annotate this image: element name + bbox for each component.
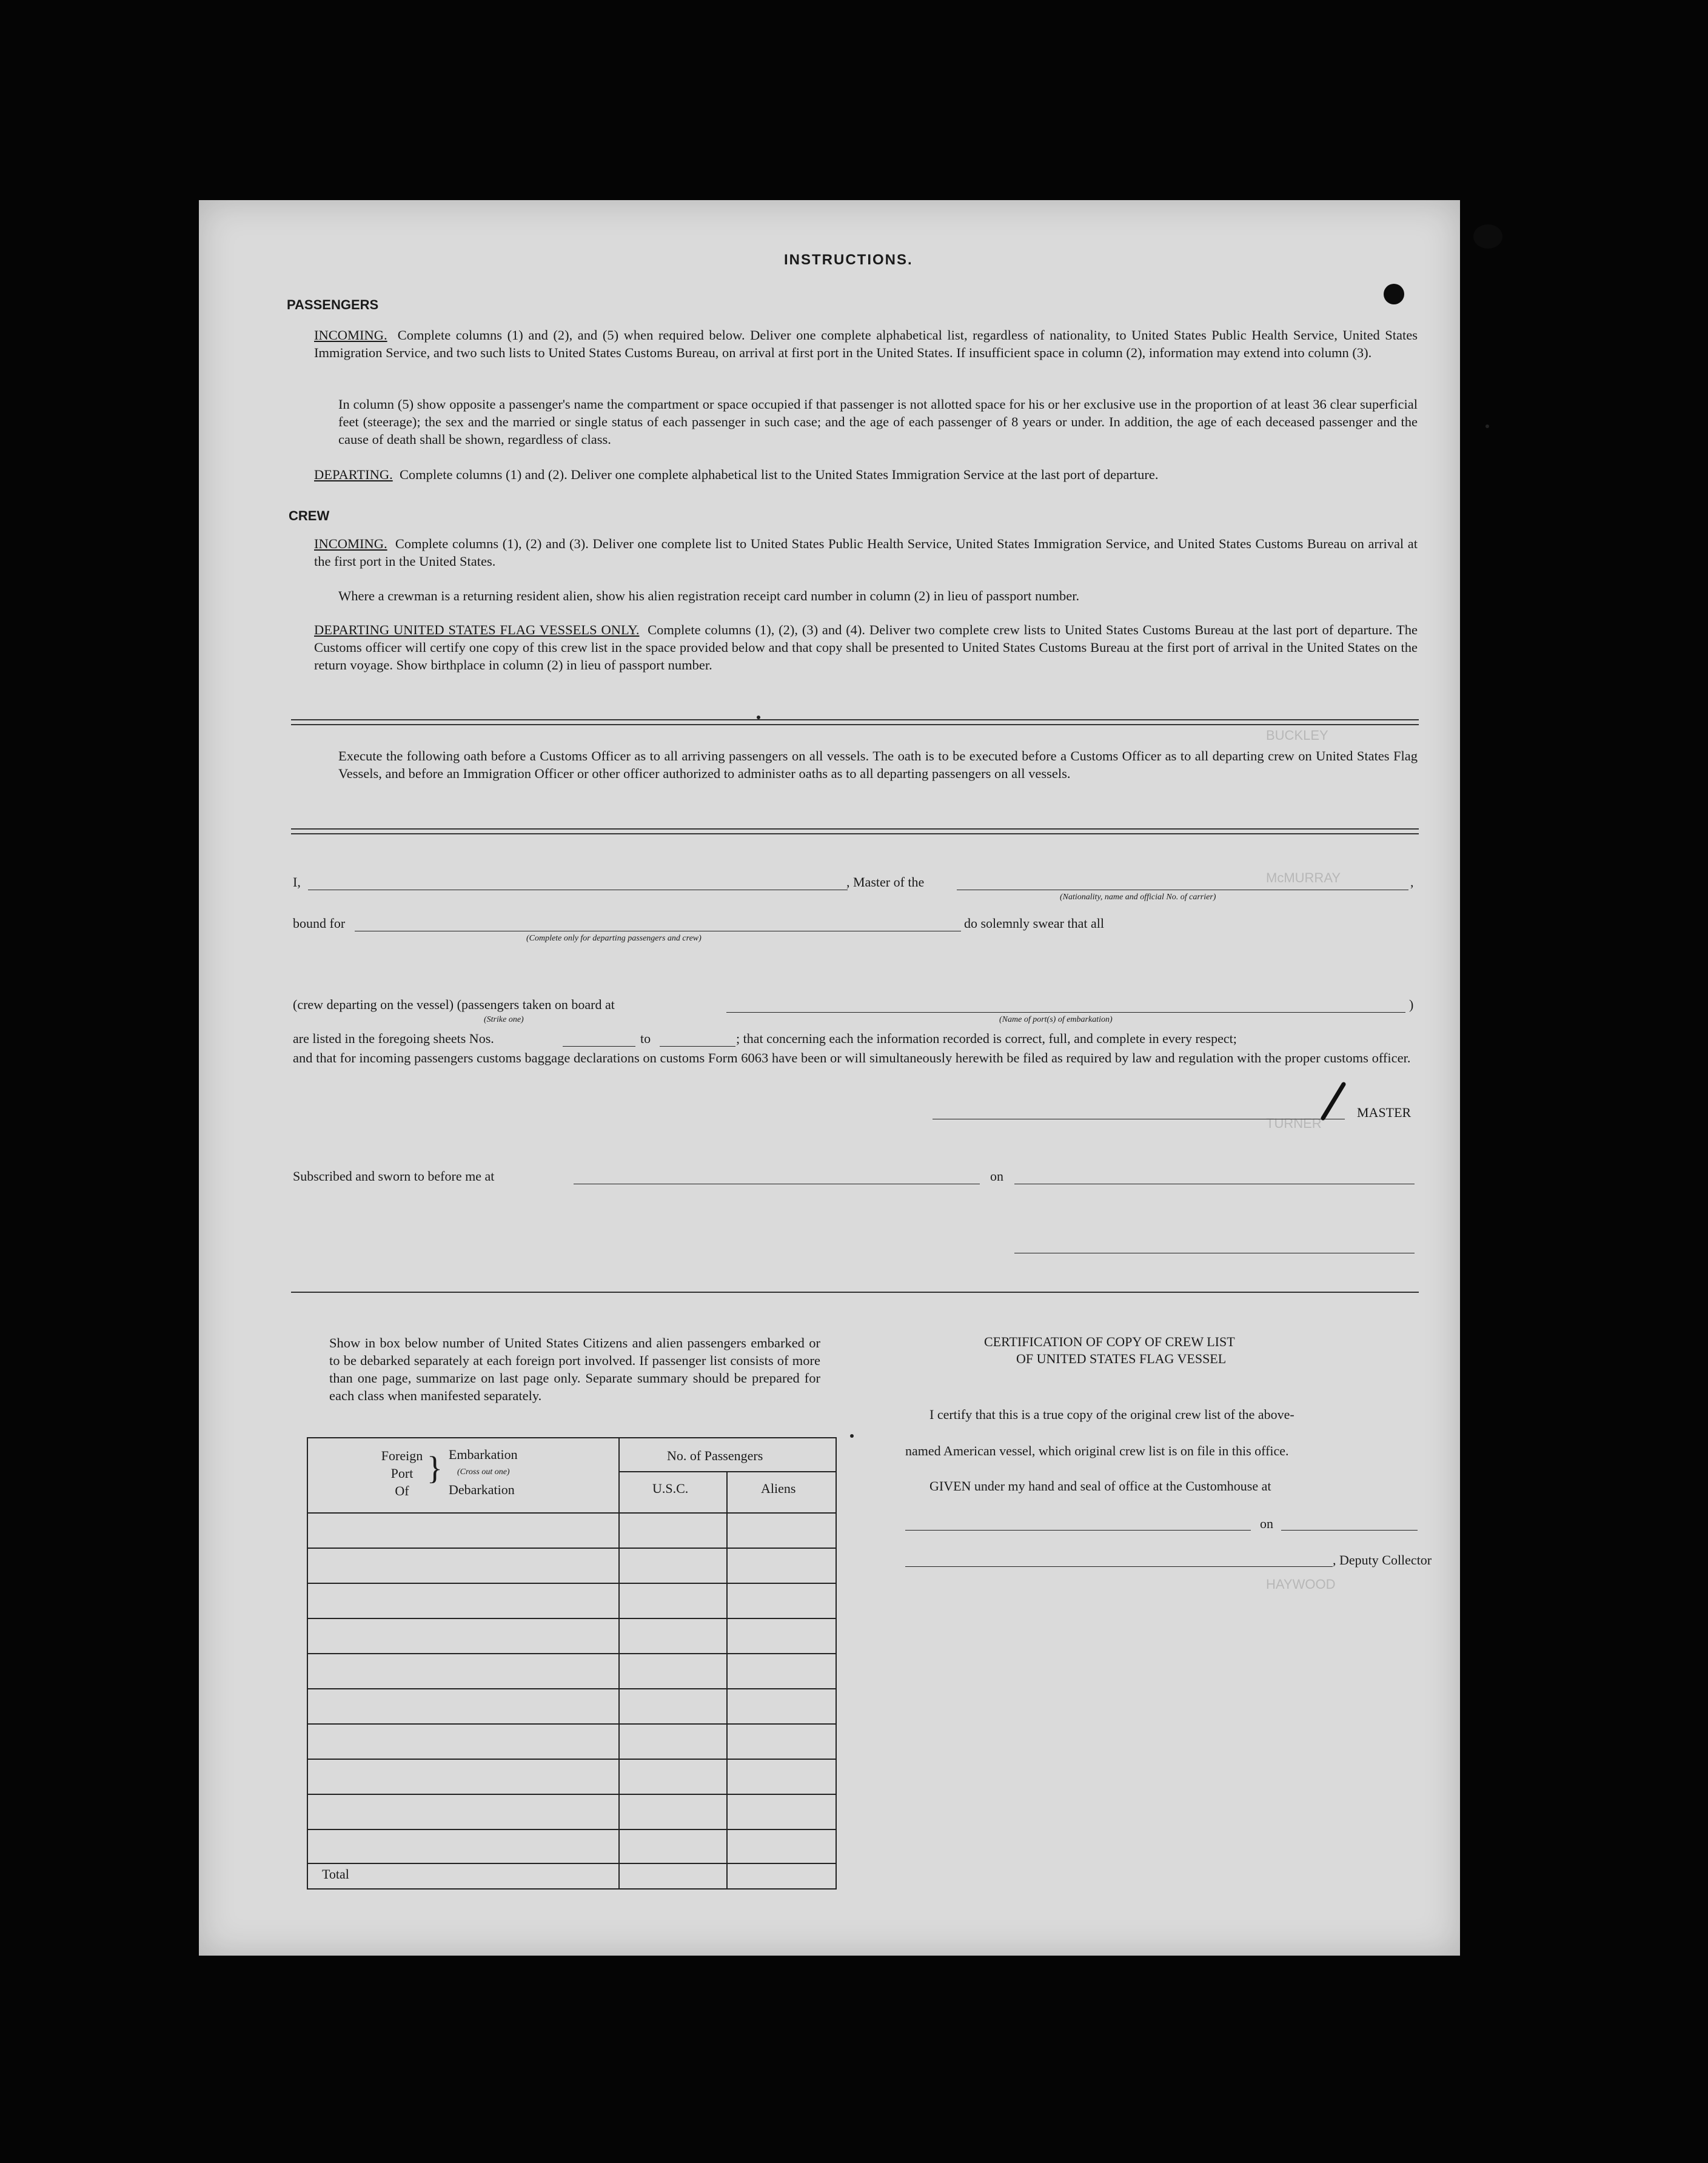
- strike-one-caption: (Strike one): [484, 1015, 524, 1024]
- bound-for-label: bound for: [293, 916, 346, 931]
- passengers-departing-paragraph: [314, 466, 1418, 483]
- crew-incoming-paragraph: [314, 535, 1418, 570]
- section-divider: [291, 719, 1419, 725]
- bleed-through-mark: HAYWOOD: [1266, 1577, 1336, 1592]
- ink-blot: [1384, 284, 1404, 304]
- table-row-line: [307, 1512, 836, 1514]
- crew-heading: CREW: [289, 508, 330, 523]
- section-divider: [291, 828, 1419, 834]
- passengers-incoming-text: Complete columns (1) and (2), and (5) when required below. Deliver one complete alphabetical list, regardless of nationality, to United States Public Health Service, United States Immigration Service, and two such lists to United States Customs Bureau, on arrival at first port in the United States. If insufficient space in column (2), information may extend into column (3).: [314, 327, 1418, 360]
- passenger-summary-table: [307, 1437, 837, 1890]
- table-col-divider: [726, 1471, 728, 1888]
- sheet-to-field[interactable]: [660, 1046, 735, 1047]
- passengers-departing-text: Complete columns (1) and (2). Deliver one complete alphabetical list to the United States Immigration Service at the last port of departure.: [399, 467, 1159, 482]
- table-row-line: [307, 1723, 836, 1725]
- crew-departing-label: DEPARTING UNITED STATES FLAG VESSELS ONLY.: [314, 622, 640, 637]
- sheet-from-field[interactable]: [563, 1046, 635, 1047]
- document-page: [199, 200, 1460, 1956]
- embarkation-ports-field[interactable]: [726, 1012, 1405, 1013]
- sworn-on-label: on: [990, 1169, 1003, 1184]
- table-row-line: [307, 1548, 836, 1549]
- page-title: INSTRUCTIONS.: [784, 252, 913, 268]
- crew-departing-label: (crew departing on the vessel) (passengers taken on board at: [293, 997, 615, 1012]
- certification-heading-1: CERTIFICATION OF COPY OF CREW LIST: [984, 1334, 1235, 1349]
- certification-on-label: on: [1260, 1516, 1273, 1531]
- aliens-header: Aliens: [761, 1481, 796, 1496]
- section-divider: [291, 1292, 1419, 1293]
- table-row-line: [307, 1583, 836, 1584]
- master-label: MASTER: [1357, 1105, 1412, 1120]
- listed-prefix: are listed in the foregoing sheets Nos.: [293, 1031, 494, 1046]
- scan-speck: [850, 1434, 854, 1438]
- oath-i-label: I,: [293, 874, 301, 890]
- table-row-line: [307, 1653, 836, 1654]
- nationality-caption: (Nationality, name and official No. of carrier): [1060, 893, 1216, 902]
- brace-symbol: }: [427, 1450, 443, 1486]
- baggage-paragraph: and that for incoming passengers customs baggage declarations on customs Form 6063 have been or will simultaneously herewith be filed as required by law and regulation with the proper customs officer.: [293, 1050, 1411, 1065]
- ports-caption: (Name of port(s) of embarkation): [999, 1015, 1113, 1024]
- passengers-incoming-label: INCOMING.: [314, 327, 387, 343]
- table-row-line: [307, 1863, 836, 1864]
- table-row-line: [307, 1759, 836, 1760]
- table-row-line: [307, 1794, 836, 1795]
- crew-departing-text: Complete columns (1), (2), (3) and (4). Deliver two complete crew lists to United States Customs Bureau at the last port of departure. The Customs officer will certify one copy of this crew list in the space provided below and that copy shall be presented to United States Customs Bureau at the first port of arrival in the United States on the return voyage. Show birthplace in column (2) in lieu of passport number.: [314, 622, 1418, 672]
- deputy-collector-signature-field[interactable]: [905, 1566, 1333, 1567]
- passengers-heading: PASSENGERS: [287, 297, 379, 312]
- listed-suffix: ; that concerning each the information recorded is correct, full, and complete in every respect;: [736, 1031, 1237, 1046]
- no-of-passengers-header: No. of Passengers: [667, 1448, 763, 1463]
- crew-incoming-text: Complete columns (1), (2) and (3). Deliver one complete list to United States Public Health Service, United States Immigration Service, and United States Customs Bureau on arrival at the first port in the United States.: [314, 536, 1418, 569]
- certification-line-3: GIVEN under my hand and seal of office at the Customhouse at: [929, 1478, 1271, 1494]
- deputy-collector-label: , Deputy Collector: [1333, 1552, 1432, 1568]
- passengers-column5-paragraph: In column (5) show opposite a passenger's name the compartment or space occupied if that passenger is not allotted space for his or her exclusive use in the proportion of at least 36 clear superficial feet (steerage); the sex and the married or single status of each passenger in such case; and the age of each passenger of 8 years or under. In addition, the age of each deceased passenger and the cause of death shall be shown, regardless of class.: [338, 397, 1418, 447]
- complete-only-caption: (Complete only for departing passengers and crew): [526, 934, 702, 943]
- swear-label: do solemnly swear that all: [964, 916, 1104, 931]
- debarkation-label: Debarkation: [449, 1482, 515, 1497]
- crew-alien-paragraph: Where a crewman is a returning resident alien, show his alien registration receipt card number in column (2) in lieu of passport number.: [338, 588, 1080, 603]
- customhouse-field[interactable]: [905, 1530, 1251, 1531]
- table-col-divider: [618, 1437, 620, 1888]
- scan-speck: [1485, 424, 1489, 428]
- table-subheader-line: [618, 1471, 836, 1472]
- embarkation-label: Embarkation: [449, 1447, 518, 1462]
- close-paren: ): [1409, 997, 1414, 1012]
- table-row-line: [307, 1618, 836, 1619]
- total-label: Total: [322, 1866, 349, 1882]
- bleed-through-mark: McMURRAY: [1266, 870, 1341, 885]
- certification-line-2: named American vessel, which original crew list is on file in this office.: [905, 1443, 1289, 1458]
- foreign-port-label: Foreign Port Of: [381, 1448, 423, 1498]
- ink-blot: [1473, 224, 1502, 249]
- bleed-through-mark: BUCKLEY: [1266, 728, 1328, 743]
- passengers-incoming-paragraph: [314, 326, 1418, 361]
- to-label: to: [640, 1031, 651, 1046]
- table-row-line: [307, 1829, 836, 1830]
- crew-incoming-label: INCOMING.: [314, 536, 387, 551]
- passengers-departing-label: DEPARTING.: [314, 467, 393, 482]
- crew-departing-paragraph: [314, 621, 1418, 674]
- table-row-line: [307, 1688, 836, 1689]
- master-of-label: , Master of the: [846, 874, 925, 890]
- oath-instruction-paragraph: Execute the following oath before a Customs Officer as to all arriving passengers on all vessels. The oath is to be executed before a Customs Officer as to all departing crew on United States Flag Vessels, and before an Immigration Officer or other officer authorized to administer oaths as to all departing passengers on all vessels.: [338, 748, 1418, 781]
- subscribed-label: Subscribed and sworn to before me at: [293, 1169, 495, 1184]
- certification-heading-2: OF UNITED STATES FLAG VESSEL: [1016, 1351, 1227, 1366]
- scan-speck: [757, 716, 760, 719]
- certification-date-field[interactable]: [1281, 1530, 1418, 1531]
- certification-line-1: I certify that this is a true copy of the original crew list of the above-: [929, 1407, 1294, 1422]
- cross-out-caption: (Cross out one): [457, 1467, 510, 1477]
- comma: ,: [1410, 874, 1414, 890]
- usc-header: U.S.C.: [652, 1481, 689, 1496]
- bleed-through-mark: TURNER: [1266, 1116, 1322, 1131]
- summary-instruction-paragraph: Show in box below number of United States Citizens and alien passengers embarked or to be debarked separately at each foreign port involved. If passenger list consists of more than one page, summarize on last page only. Separate summary should be prepared for each class when manifested separately.: [329, 1335, 820, 1403]
